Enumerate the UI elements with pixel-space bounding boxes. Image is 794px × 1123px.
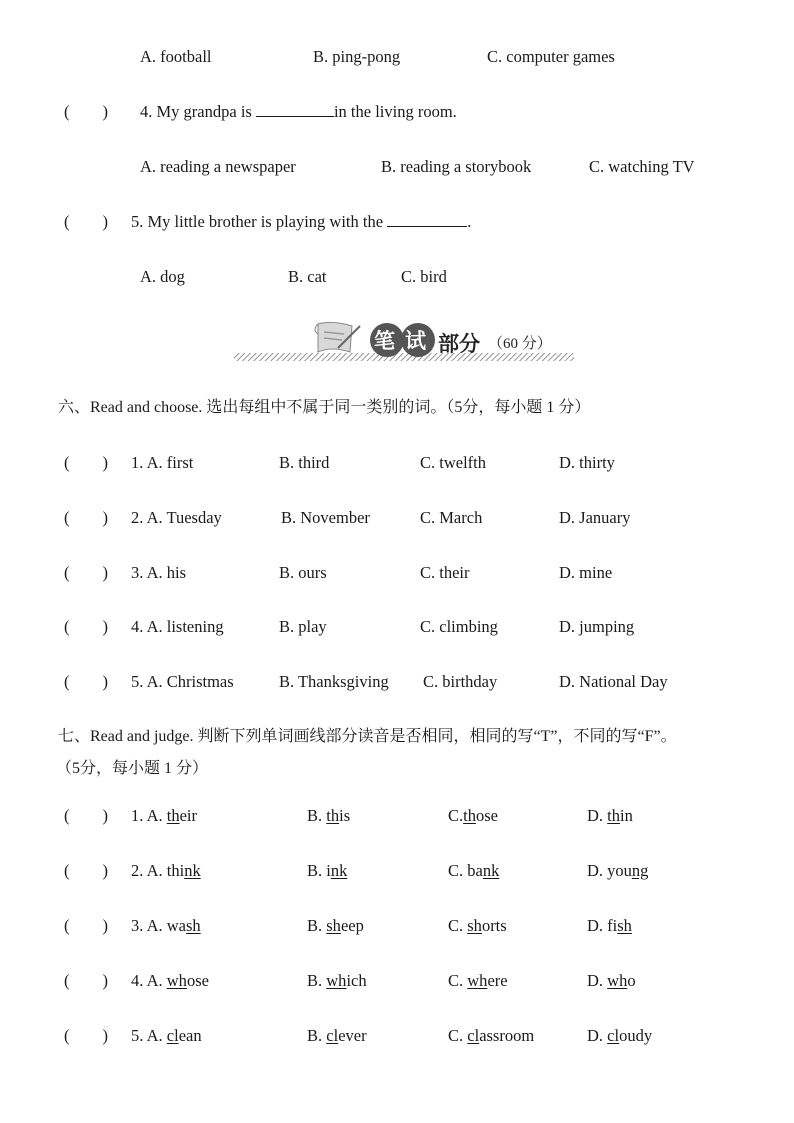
s7-q2-option-c: C. bank xyxy=(448,861,500,880)
q4-answer-paren[interactable]: ( ) xyxy=(64,102,108,121)
q4-option-a: A. reading a newspaper xyxy=(140,157,296,176)
q4-blank xyxy=(256,102,334,117)
s6-q3-paren[interactable]: ( ) xyxy=(64,563,108,582)
s6-q5-option-a: 5. A. Christmas xyxy=(131,672,234,691)
s7-q3-option-c: C. shorts xyxy=(448,916,507,935)
s7-q4-option-d: D. who xyxy=(587,971,636,990)
q4-option-b: B. reading a storybook xyxy=(381,157,532,176)
s6-q3-option-b: B. ours xyxy=(279,563,327,582)
q5-option-b: B. cat xyxy=(288,267,327,286)
s6-q5-option-c: C. birthday xyxy=(423,672,498,691)
s6-q2-option-c: C. March xyxy=(420,508,483,527)
section6-heading: 六、Read and choose. 选出每组中不属于同一类别的词。（5分，每小题 1 分） xyxy=(58,399,591,416)
s7-q4-paren[interactable]: ( ) xyxy=(64,971,108,990)
q5-stem-after: . xyxy=(467,212,472,231)
s7-q2-option-d: D. young xyxy=(587,861,649,880)
s7-q5-option-b: B. clever xyxy=(307,1026,367,1045)
section7-heading-line1: 七、Read and judge. 判断下列单词画线部分读音是否相同，相同的写“T”，不同的写“F”。 xyxy=(58,728,677,745)
q5-option-a: A. dog xyxy=(140,267,185,286)
s6-q5-paren[interactable]: ( ) xyxy=(64,672,108,691)
s6-q4-option-c: C. climbing xyxy=(420,617,498,636)
s7-q4-option-a: 4. A. whose xyxy=(131,971,209,990)
q3-option-c: C. computer games xyxy=(487,47,615,66)
q3-option-a: A. football xyxy=(140,47,212,66)
section7-heading-line2: （5分，每小题 1 分） xyxy=(56,760,209,777)
s6-q2-option-b: B. November xyxy=(281,508,370,527)
scroll-icon xyxy=(315,322,360,352)
banner-stripe xyxy=(234,353,574,361)
s6-q1-paren[interactable]: ( ) xyxy=(64,453,108,472)
s7-q4-option-b: B. which xyxy=(307,971,367,990)
s7-q1-paren[interactable]: ( ) xyxy=(64,806,108,825)
q5-answer-paren[interactable]: ( ) xyxy=(64,212,108,231)
s6-q5-option-d: D. National Day xyxy=(559,672,668,691)
s6-q1-option-a: 1. A. first xyxy=(131,453,194,472)
banner-title-part2: 部分 xyxy=(438,332,480,356)
s6-q4-option-a: 4. A. listening xyxy=(131,617,224,636)
q5-stem xyxy=(131,212,471,232)
s6-q3-option-c: C. their xyxy=(420,563,470,582)
q4-stem-before: 4. My grandpa is xyxy=(140,102,256,121)
q5-stem-before: 5. My little brother is playing with the xyxy=(131,212,388,231)
s7-q3-option-a: 3. A. wash xyxy=(131,916,201,935)
s7-q5-option-d: D. cloudy xyxy=(587,1026,653,1045)
s6-q1-option-b: B. third xyxy=(279,453,330,472)
s7-q2-paren[interactable]: ( ) xyxy=(64,861,108,880)
q5-blank xyxy=(387,212,467,227)
s6-q2-option-d: D. January xyxy=(559,508,631,527)
s6-q2-paren[interactable]: ( ) xyxy=(64,508,108,527)
s7-q1-option-b: B. this xyxy=(307,806,351,825)
s7-q5-option-c: C. classroom xyxy=(448,1026,535,1045)
s6-q1-option-c: C. twelfth xyxy=(420,453,486,472)
s7-q1-option-a: 1. A. their xyxy=(131,806,198,825)
s6-q2-option-a: 2. A. Tuesday xyxy=(131,508,222,527)
s7-q4-option-c: C. where xyxy=(448,971,508,990)
s6-q4-paren[interactable]: ( ) xyxy=(64,617,108,636)
banner-score: （60 分） xyxy=(488,336,552,352)
s7-q1-option-c: C.those xyxy=(448,806,498,825)
s7-q5-paren[interactable]: ( ) xyxy=(64,1026,108,1045)
q4-stem-after: in the living room. xyxy=(333,102,457,121)
q4-option-c: C. watching TV xyxy=(589,157,695,176)
s7-q2-option-b: B. ink xyxy=(307,861,348,880)
s7-q1-option-d: D. thin xyxy=(587,806,633,825)
s7-q3-option-b: B. sheep xyxy=(307,916,364,935)
s7-q3-paren[interactable]: ( ) xyxy=(64,916,108,935)
s6-q4-option-d: D. jumping xyxy=(559,617,635,636)
s6-q1-option-d: D. thirty xyxy=(559,453,615,472)
s6-q3-option-d: D. mine xyxy=(559,563,613,582)
s6-q3-option-a: 3. A. his xyxy=(131,563,187,582)
banner-title-part1: 笔试 xyxy=(374,329,436,353)
s7-q2-option-a: 2. A. think xyxy=(131,861,201,880)
q4-stem xyxy=(140,102,457,122)
s6-q4-option-b: B. play xyxy=(279,617,327,636)
q3-option-b: B. ping-pong xyxy=(313,47,401,66)
q5-option-c: C. bird xyxy=(401,267,447,286)
s7-q3-option-d: D. fish xyxy=(587,916,632,935)
s6-q5-option-b: B. Thanksgiving xyxy=(279,672,389,691)
s7-q5-option-a: 5. A. clean xyxy=(131,1026,202,1045)
